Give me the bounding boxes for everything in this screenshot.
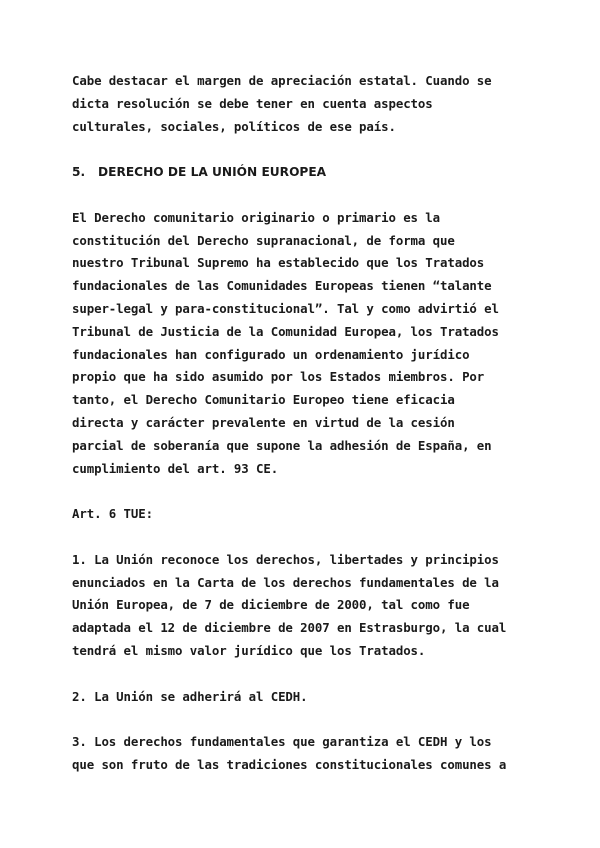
section-number: 5. (72, 165, 86, 180)
section-title: DERECHO DE LA UNIÓN EUROPEA (98, 165, 327, 180)
paragraph-art-6-tue: Art. 6 TUE: (72, 506, 153, 522)
paragraph-derecho-comunitario: El Derecho comunitario originario o primario es la constitución del Derecho supranacional, de forma que nuestro Tribunal Supremo ha establecido que los Tratados fundacionales de las Comunidades Europeas tienen “talante super-legal y para-constitucional”. Tal y como advirtió el Tribunal de Justicia de la Comunidad Europea, los Tratados fundacionales han configurado un ordenamiento jurídico propio que ha sido asumido por los Estados miembros. Por tanto, el Derecho Comunitario Europeo tiene eficacia directa y carácter prevalente en virtud de la cesión parcial de soberanía que supone la adhesión de España, en cumplimiento del art. 93 CE. (72, 209, 499, 476)
paragraph-point-3: 3. Los derechos fundamentales que garantiza el CEDH y los que son fruto de las tradiciones constitucionales comunes a (72, 734, 507, 772)
document-page (72, 70, 512, 800)
paragraph-margin-apreciacion: Cabe destacar el margen de apreciación estatal. Cuando se dicta resolución se debe tener en cuenta aspectos culturales, sociales, políticos de ese país. (72, 73, 492, 134)
paragraph-point-1: 1. La Unión reconoce los derechos, libertades y principios enunciados en la Carta de los derechos fundamentales de la Unión Europea, de 7 de diciembre de 2000, tal como fue adaptada el 12 de diciembre de 2007 en Estrasburgo, la cual tendrá el mismo valor jurídico que los Tratados. (72, 551, 507, 658)
paragraph-point-2: 2. La Unión se adherirá al CEDH. (72, 688, 308, 704)
section-heading (72, 161, 512, 184)
